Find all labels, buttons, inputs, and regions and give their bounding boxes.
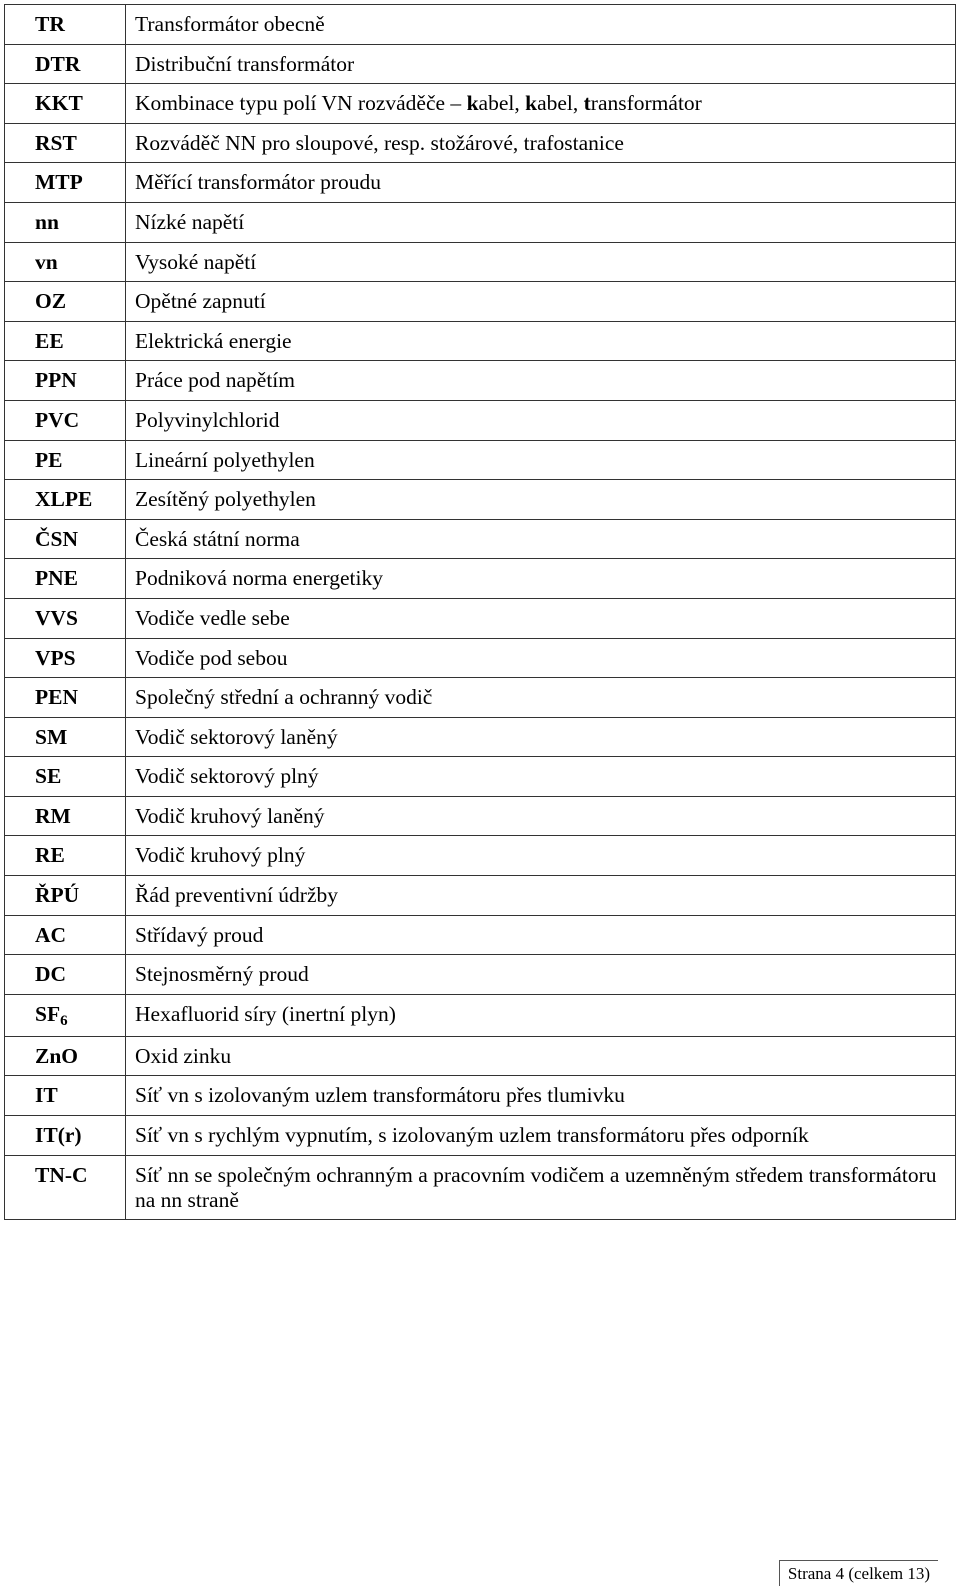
abbreviation-code [5,519,126,559]
abbreviation-code [5,994,126,1036]
abbreviation-description [126,1155,956,1219]
abbreviation-row [5,84,956,124]
abbreviation-code [5,598,126,638]
abbreviation-code [5,876,126,916]
abbreviation-description [126,84,956,124]
abbreviation-description-text: Nízké napětí [135,209,245,234]
abbreviation-code-text: TN-C [35,1162,88,1187]
abbreviation-description-text: Řád preventivní údržby [135,883,339,908]
abbreviation-code-text: PE [35,447,63,472]
abbreviation-description-text: Polyvinylchlorid [135,407,280,432]
abbreviation-code [5,717,126,757]
abbreviation-description-text: Opětné zapnutí [135,289,266,314]
abbreviation-description [126,1076,956,1116]
abbreviation-code [5,282,126,322]
abbreviation-description-text: Stejnosměrný proud [135,962,309,987]
abbreviation-row [5,757,956,797]
abbreviation-code [5,1155,126,1219]
abbreviation-row [5,163,956,203]
abbreviation-code-text: SF [35,1001,61,1026]
abbreviation-description [126,1036,956,1076]
abbreviation-description-text: Vodiče pod sebou [135,645,288,670]
abbreviation-code-text: RE [35,843,65,868]
abbreviation-description [126,836,956,876]
abbreviation-description-text: Vodič sektorový laněný [135,724,338,749]
abbreviation-description-text: Hexafluorid síry (inertní plyn) [135,1001,396,1026]
abbreviation-description [126,717,956,757]
abbreviation-row [5,123,956,163]
page-number-footer [779,1560,938,1586]
abbreviation-description-text: Distribuční transformátor [135,51,355,76]
abbreviation-code-text: TR [35,12,65,36]
abbreviation-description [126,282,956,322]
highlighted-initial: k [466,91,479,116]
abbreviation-code-text: EE [35,328,64,353]
abbreviation-description-text: Měřící transformátor proudu [135,170,381,195]
abbreviation-code [5,84,126,124]
abbreviation-description [126,202,956,242]
abbreviation-row [5,678,956,718]
abbreviation-row [5,282,956,322]
page-number-label: Strana 4 (celkem 13) [787,1564,930,1583]
abbreviation-row [5,994,956,1036]
abbreviation-row [5,598,956,638]
abbreviation-code-text: SM [35,724,68,749]
abbreviation-description [126,242,956,282]
abbreviation-description-text: Vodiče vedle sebe [135,605,290,630]
abbreviation-row [5,1116,956,1156]
abbreviation-description [126,400,956,440]
abbreviation-description [126,361,956,401]
description-fragment: Kombinace typu polí VN rozváděče – [135,91,467,116]
abbreviations-table-body [5,5,956,1220]
abbreviation-description-text: Rozváděč NN pro sloupové, resp. stožárové, trafostanice [135,130,624,155]
abbreviation-row [5,638,956,678]
abbreviation-code [5,123,126,163]
abbreviation-description [126,757,956,797]
description-fragment: abel, [478,91,526,116]
abbreviation-code-text: AC [35,922,67,947]
abbreviation-code-text: KKT [35,91,83,116]
abbreviation-description [126,598,956,638]
abbreviation-description-text: Podniková norma energetiky [135,566,383,591]
abbreviation-code-subscript: 6 [60,1012,68,1029]
abbreviation-code-text: PPN [35,368,77,393]
abbreviation-description-text: Vodič sektorový plný [135,764,319,789]
abbreviation-description [126,915,956,955]
abbreviation-row [5,361,956,401]
abbreviation-code-text: VPS [35,645,76,670]
abbreviation-description-text: Lineární polyethylen [135,447,315,472]
abbreviation-code-text: MTP [35,170,83,195]
abbreviation-description [126,163,956,203]
abbreviations-table [4,4,956,1220]
abbreviation-code [5,480,126,520]
abbreviation-row [5,440,956,480]
abbreviation-row [5,1076,956,1116]
abbreviation-row [5,955,956,995]
abbreviation-description [126,876,956,916]
abbreviation-description [126,5,956,45]
abbreviation-code-text: nn [35,209,59,234]
abbreviation-description [126,559,956,599]
abbreviation-description [126,796,956,836]
abbreviation-description-text: Vysoké napětí [135,249,257,274]
abbreviation-code-text: XLPE [35,487,93,512]
abbreviation-row [5,480,956,520]
abbreviation-code [5,1036,126,1076]
description-fragment: abel, [537,91,584,116]
abbreviation-code [5,559,126,599]
abbreviation-code [5,757,126,797]
abbreviation-code-text: IT(r) [35,1123,82,1148]
abbreviation-code [5,836,126,876]
abbreviation-row [5,559,956,599]
abbreviation-description-text: Oxid zinku [135,1043,232,1068]
abbreviation-code-text: DTR [35,51,81,76]
abbreviation-description [126,955,956,995]
abbreviation-code [5,796,126,836]
abbreviation-description-text: Společný střední a ochranný vodič [135,685,433,710]
abbreviation-row [5,915,956,955]
abbreviation-code-text: PEN [35,685,78,710]
abbreviation-description [126,519,956,559]
abbreviation-row [5,1036,956,1076]
abbreviation-code [5,361,126,401]
abbreviation-row [5,717,956,757]
abbreviation-code-text: PVC [35,407,80,432]
abbreviation-description-text: Síť nn se společným ochranným a pracovním vodičem a uzemněným středem transformátoru na nn straně [135,1162,937,1212]
abbreviation-row [5,400,956,440]
abbreviation-code-text: OZ [35,289,67,314]
abbreviation-description [126,480,956,520]
abbreviation-code-text: IT [35,1083,58,1108]
abbreviation-row [5,44,956,84]
description-fragment: ransformátor [590,91,702,116]
abbreviation-description [126,994,956,1036]
abbreviation-code-text: RST [35,130,77,155]
abbreviation-code [5,1116,126,1156]
abbreviation-description [126,44,956,84]
abbreviation-code-text: vn [35,249,58,274]
abbreviation-description-text: Česká státní norma [135,526,300,551]
abbreviation-row [5,876,956,916]
abbreviation-code [5,400,126,440]
abbreviation-description [126,1116,956,1156]
abbreviation-code [5,638,126,678]
abbreviation-code-text: ZnO [35,1043,79,1068]
abbreviation-row [5,796,956,836]
abbreviation-row [5,202,956,242]
abbreviation-description-text: Vodič kruhový plný [135,843,306,868]
abbreviation-row [5,321,956,361]
abbreviation-description-text: Elektrická energie [135,328,292,353]
abbreviation-description-text: Síť vn s rychlým vypnutím, s izolovaným uzlem transformátoru přes odporník [135,1123,809,1148]
highlighted-initial: t [583,91,591,116]
abbreviation-row [5,5,956,45]
abbreviation-row [5,836,956,876]
abbreviation-code-text: SE [35,764,62,789]
abbreviation-code [5,440,126,480]
abbreviation-description-text: Zesítěný polyethylen [135,487,316,512]
abbreviation-code [5,678,126,718]
abbreviation-code [5,321,126,361]
abbreviation-code-text: DC [35,962,67,987]
abbreviation-row [5,1155,956,1219]
abbreviation-description [126,440,956,480]
abbreviation-description [126,638,956,678]
abbreviation-code-text: VVS [35,605,79,630]
abbreviation-description-text: Síť vn s izolovaným uzlem transformátoru přes tlumivku [135,1083,625,1108]
abbreviation-code [5,5,126,45]
abbreviation-code-text: PNE [35,566,78,591]
abbreviation-code [5,915,126,955]
abbreviation-row [5,242,956,282]
abbreviation-description [126,678,956,718]
highlighted-initial: k [525,91,538,116]
abbreviation-code-text: ČSN [35,526,79,551]
abbreviation-code-text: RM [35,803,71,828]
abbreviation-code [5,242,126,282]
abbreviation-code [5,1076,126,1116]
abbreviation-code [5,163,126,203]
abbreviation-description-text: Transformátor obecně [135,12,325,36]
abbreviation-row [5,519,956,559]
abbreviation-description-text: Práce pod napětím [135,368,296,393]
abbreviation-code-text: ŘPÚ [35,883,80,908]
abbreviation-description-text [135,91,702,115]
abbreviation-code [5,44,126,84]
abbreviation-description-text: Střídavý proud [135,922,264,947]
abbreviation-description [126,123,956,163]
abbreviation-code [5,202,126,242]
abbreviation-description [126,321,956,361]
abbreviation-description-text: Vodič kruhový laněný [135,803,325,828]
abbreviation-code [5,955,126,995]
